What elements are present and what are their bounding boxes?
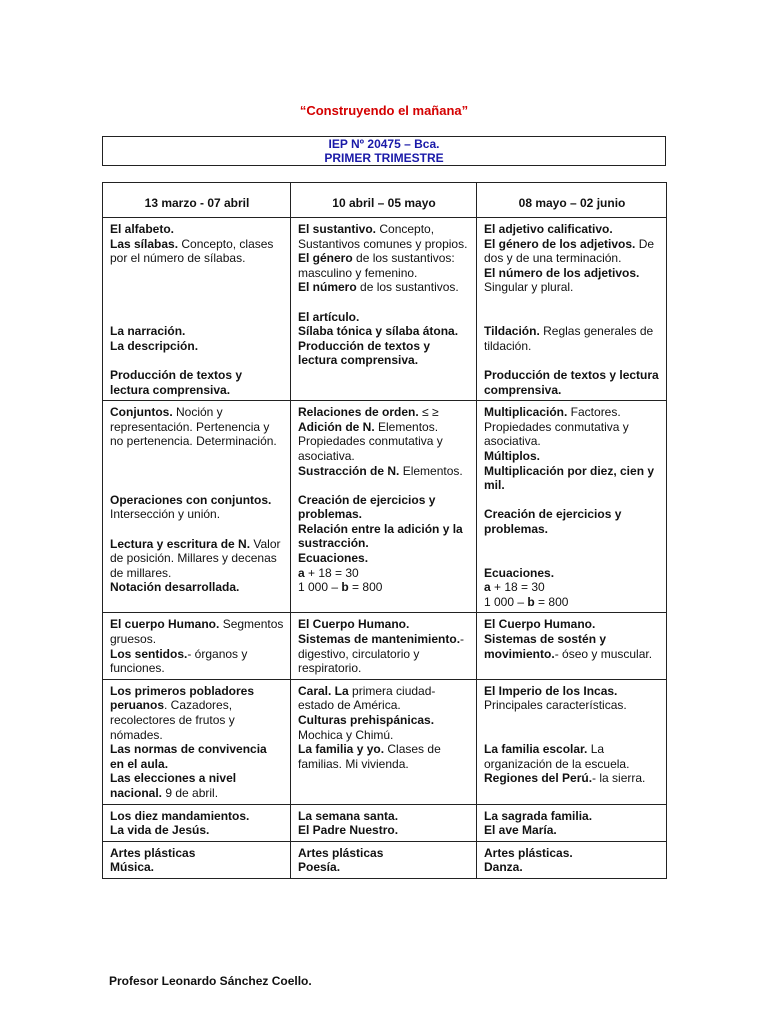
topic-heading: Sustracción de N. — [298, 463, 400, 478]
topic-heading: Culturas prehispánicas. — [298, 713, 435, 728]
topic-entry — [110, 809, 284, 824]
topic-entry — [298, 493, 470, 522]
topic-entry — [484, 617, 660, 632]
topic-entry — [298, 251, 470, 280]
topic-entry — [110, 537, 284, 581]
topic-entry — [484, 449, 660, 464]
topic-entry — [298, 617, 470, 632]
column-header-1: 13 marzo - 07 abril — [103, 183, 291, 218]
topic-entry — [484, 237, 660, 266]
topic-detail: -digestivo, circulatorio y respiratorio. — [298, 632, 465, 676]
topic-heading: Sistemas de sostén y movimiento. — [484, 632, 607, 661]
table-cell — [103, 841, 291, 878]
topic-heading: El cuerpo Humano. — [110, 617, 220, 632]
topic-heading: Los diez mandamientos. — [110, 808, 250, 823]
topic-detail: Elementos. — [399, 463, 463, 478]
topic-heading: La familia y yo. — [298, 742, 385, 757]
topic-detail: Factores. Propiedades conmutativa y asociativa. — [484, 405, 629, 449]
topic-detail: De dos y de una terminación. — [484, 236, 655, 266]
topic-heading: Producción de textos y lectura comprensiva. — [484, 367, 659, 397]
topic-entry — [484, 464, 660, 493]
topic-heading: La narración. — [110, 324, 186, 339]
topic-detail: Singular y plural. — [484, 280, 574, 295]
topic-entry — [484, 595, 660, 610]
topic-heading: El ave María. — [484, 823, 557, 838]
topic-heading: El adjetivo calificativo. — [484, 222, 613, 236]
spacer — [484, 713, 660, 742]
topic-heading: Relaciones de orden. — [298, 405, 419, 420]
topic-heading: Las sílabas. — [110, 236, 179, 251]
topic-heading: Multiplicación por diez, cien y mil. — [484, 463, 655, 493]
topic-entry — [110, 580, 284, 595]
topic-detail: de los sustantivos: masculino y femenino. — [298, 251, 455, 280]
spacer — [110, 266, 284, 324]
topic-detail: + 18 = 30 — [490, 580, 545, 595]
teacher-signature-line: Profesor Leonardo Sánchez Coello. — [109, 974, 312, 988]
spacer — [298, 478, 470, 493]
table-cell — [477, 613, 667, 679]
topic-heading: Caral. La — [298, 683, 349, 698]
table-cell — [291, 841, 477, 878]
topic-heading: Conjuntos. — [110, 405, 173, 420]
table-cell — [477, 841, 667, 878]
topic-detail: = 800 — [348, 580, 383, 595]
science-row — [103, 613, 667, 679]
topic-entry — [110, 823, 284, 838]
topic-detail: 1 000 – — [484, 594, 528, 609]
topic-heading: Creación de ejercicios y problemas. — [298, 492, 436, 522]
topic-detail: Concepto, clases por el número de sílabas. — [110, 236, 274, 266]
topic-heading: Sistemas de mantenimiento. — [298, 632, 461, 647]
topic-heading: a — [298, 565, 305, 580]
topic-detail: de los sustantivos. — [356, 280, 459, 295]
table-body — [103, 218, 667, 879]
table-cell — [477, 679, 667, 804]
topic-detail: Elementos. Propiedades conmutativa y asociativa. — [298, 419, 443, 463]
topic-heading: El número de los adjetivos. — [484, 265, 640, 280]
topic-entry — [484, 566, 660, 581]
topic-entry — [298, 846, 470, 861]
topic-entry — [298, 713, 470, 742]
topic-detail: La organización de la escuela. — [484, 742, 630, 771]
topic-entry — [298, 280, 470, 295]
topic-heading: Tildación. — [484, 324, 540, 339]
topic-detail: 1 000 – — [298, 580, 342, 595]
spacer — [484, 353, 660, 368]
topic-entry — [298, 222, 470, 251]
topic-heading: El número — [298, 280, 357, 295]
topic-entry — [298, 522, 470, 551]
curriculum-table — [102, 182, 667, 879]
topic-entry — [484, 222, 660, 237]
topic-heading: La vida de Jesús. — [110, 823, 210, 838]
topic-entry — [298, 580, 470, 595]
topic-heading: Ecuaciones. — [484, 565, 555, 580]
topic-detail: Reglas generales de tildación. — [484, 324, 654, 353]
topic-entry — [298, 339, 470, 368]
topic-heading: Adición de N. — [298, 419, 375, 434]
topic-heading: Multiplicación. — [484, 405, 568, 420]
topic-entry — [484, 823, 660, 838]
topic-entry — [110, 222, 284, 237]
topic-heading: El artículo. — [298, 309, 360, 324]
column-header-2: 10 abril – 05 mayo — [291, 183, 477, 218]
topic-entry — [110, 846, 284, 861]
topic-heading: El Cuerpo Humano. — [484, 617, 596, 632]
table-cell — [103, 804, 291, 841]
table-cell — [103, 401, 291, 613]
language-row — [103, 218, 667, 401]
topic-heading: Producción de textos y lectura comprensiva. — [298, 338, 431, 368]
topic-heading: La familia escolar. — [484, 742, 588, 757]
school-name: IEP Nº 20475 – Bca. — [328, 137, 440, 151]
topic-heading: Poesía. — [298, 860, 341, 875]
topic-entry — [484, 742, 660, 771]
topic-heading: El género — [298, 251, 353, 266]
topic-heading: Los primeros pobladores peruanos — [110, 683, 255, 713]
topic-entry — [298, 632, 470, 676]
topic-heading: El Imperio de los Incas. — [484, 683, 618, 698]
topic-detail: Valor de posición. Millares y decenas de millares. — [110, 536, 281, 580]
topic-entry — [484, 368, 660, 397]
topic-entry — [110, 339, 284, 354]
table-cell — [291, 613, 477, 679]
table-cell — [291, 679, 477, 804]
topic-detail: - óseo y muscular. — [554, 646, 653, 661]
topic-heading: Lectura y escritura de N. — [110, 536, 251, 551]
topic-heading: El Padre Nuestro. — [298, 823, 399, 838]
topic-entry — [110, 368, 284, 397]
topic-entry — [484, 632, 660, 661]
social-row — [103, 679, 667, 804]
topic-entry — [484, 507, 660, 536]
topic-entry — [298, 324, 470, 339]
table-cell — [103, 613, 291, 679]
topic-detail: primera ciudad-estado de América. — [298, 683, 436, 713]
topic-heading: a — [484, 580, 491, 595]
topic-detail: Clases de familias. Mi vivienda. — [298, 742, 441, 771]
topic-entry — [110, 493, 284, 522]
document-title: “Construyendo el mañana” — [299, 103, 469, 118]
table-cell — [291, 218, 477, 401]
spacer — [484, 536, 660, 565]
table-cell — [477, 804, 667, 841]
topic-heading: Los sentidos. — [110, 646, 188, 661]
topic-heading: Producción de textos y lectura comprensiva. — [110, 367, 243, 397]
topic-detail: - órganos y funciones. — [110, 646, 248, 676]
topic-entry — [110, 617, 284, 646]
table-cell — [103, 679, 291, 804]
topic-detail: = 800 — [534, 594, 569, 609]
topic-heading: El Cuerpo Humano. — [298, 617, 410, 632]
topic-heading: Sílaba tónica y sílaba átona. — [298, 324, 459, 339]
religion-row — [103, 804, 667, 841]
topic-heading: Artes plásticas. — [484, 845, 573, 860]
topic-entry — [298, 809, 470, 824]
topic-entry — [484, 405, 660, 449]
spacer — [484, 295, 660, 324]
topic-entry — [298, 405, 470, 420]
column-header-3: 08 mayo – 02 junio — [477, 183, 667, 218]
table-cell — [103, 218, 291, 401]
topic-heading: Operaciones con conjuntos. — [110, 492, 272, 507]
table-cell — [291, 401, 477, 613]
spacer — [484, 493, 660, 508]
topic-entry — [298, 823, 470, 838]
topic-entry — [110, 742, 284, 771]
topic-detail: Principales características. — [484, 698, 627, 713]
spacer — [110, 522, 284, 537]
math-row — [103, 401, 667, 613]
topic-entry — [110, 771, 284, 800]
topic-entry — [484, 684, 660, 713]
topic-heading: Las elecciones a nivel nacional. — [110, 771, 237, 800]
topic-heading: Danza. — [484, 860, 523, 875]
topic-detail: - la sierra. — [592, 771, 646, 786]
topic-heading: Artes plásticas — [298, 845, 384, 860]
topic-entry — [110, 237, 284, 266]
table-cell — [477, 401, 667, 613]
topic-entry — [484, 860, 660, 875]
topic-heading: Creación de ejercicios y problemas. — [484, 507, 622, 536]
topic-heading: La sagrada familia. — [484, 808, 593, 823]
topic-detail: Segmentos gruesos. — [110, 617, 284, 647]
topic-entry — [298, 464, 470, 479]
topic-heading: Notación desarrollada. — [110, 580, 240, 595]
topic-entry — [298, 420, 470, 464]
topic-heading: El género de los adjetivos. — [484, 236, 636, 251]
topic-entry — [298, 860, 470, 875]
topic-entry — [298, 566, 470, 581]
spacer — [298, 295, 470, 310]
topic-heading: El alfabeto. — [110, 222, 175, 236]
topic-entry — [110, 684, 284, 742]
topic-entry — [298, 742, 470, 771]
spacer — [110, 449, 284, 493]
topic-heading: b — [527, 594, 535, 609]
topic-detail: + 18 = 30 — [304, 565, 359, 580]
topic-heading: La semana santa. — [298, 808, 399, 823]
term-label: PRIMER TRIMESTRE — [324, 151, 444, 165]
topic-entry — [298, 551, 470, 566]
topic-detail: Mochica y Chimú. — [298, 727, 394, 742]
topic-heading: El sustantivo. — [298, 222, 377, 236]
topic-entry — [484, 846, 660, 861]
topic-heading: Relación entre la adición y la sustracción. — [298, 521, 463, 551]
topic-detail: ≤ ≥ — [418, 405, 439, 420]
topic-detail: . Cazadores, recolectores de frutos y nómades. — [110, 698, 235, 742]
table-cell — [477, 218, 667, 401]
topic-entry — [484, 324, 660, 353]
topic-heading: Artes plásticas — [110, 845, 196, 860]
topic-heading: Múltiplos. — [484, 448, 540, 463]
topic-entry — [298, 684, 470, 713]
topic-entry — [110, 324, 284, 339]
topic-detail: Concepto, Sustantivos comunes y propios. — [298, 222, 468, 251]
topic-heading: Música. — [110, 860, 155, 875]
topic-heading: b — [341, 580, 349, 595]
topic-entry — [110, 860, 284, 875]
topic-heading: Las normas de convivencia en el aula. — [110, 742, 267, 771]
topic-entry — [110, 647, 284, 676]
topic-entry — [298, 310, 470, 325]
topic-detail: Intersección y unión. — [110, 507, 221, 522]
topic-entry — [484, 266, 660, 295]
topic-entry — [484, 809, 660, 824]
topic-heading: Ecuaciones. — [298, 551, 369, 566]
spacer — [110, 353, 284, 368]
arts-row — [103, 841, 667, 878]
topic-entry — [484, 580, 660, 595]
topic-detail: Noción y representación. Pertenencia y no pertenencia. Determinación. — [110, 405, 277, 449]
topic-heading: Regiones del Perú. — [484, 771, 593, 786]
school-header-box — [102, 136, 666, 166]
topic-entry — [110, 405, 284, 449]
table-header-row — [103, 183, 667, 218]
topic-entry — [484, 771, 660, 786]
topic-heading: La descripción. — [110, 338, 199, 353]
table-cell — [291, 804, 477, 841]
topic-detail: 9 de abril. — [162, 785, 219, 800]
